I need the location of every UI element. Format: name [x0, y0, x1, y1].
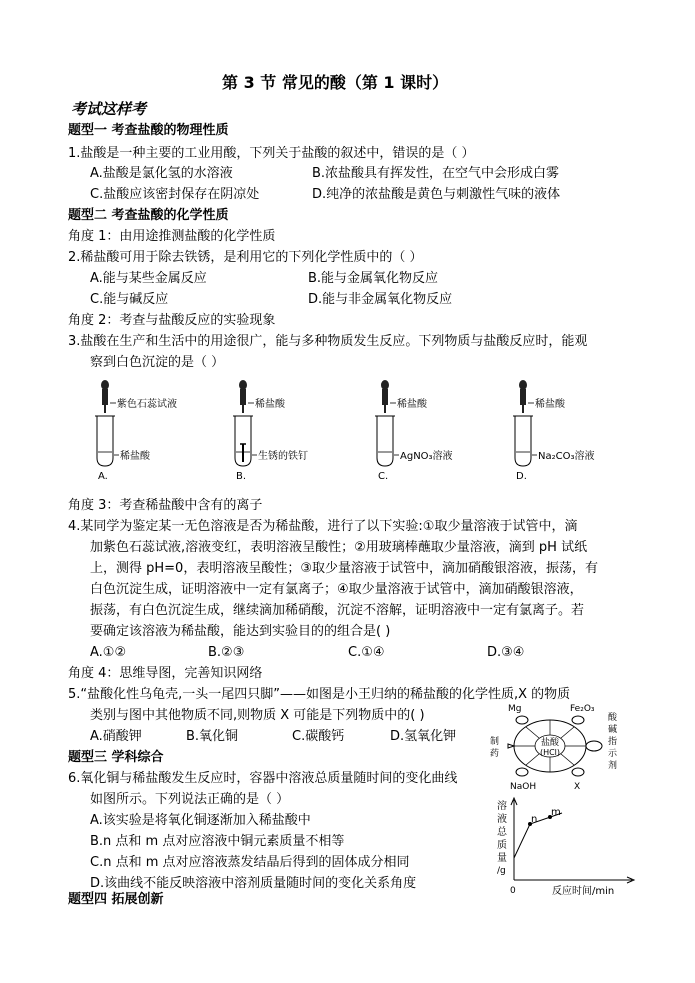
q2-option-c: C.能与碱反应	[90, 292, 169, 307]
dropper-icon	[101, 380, 109, 413]
turtle-fe2o3-label: Fe₂O₃	[570, 704, 595, 714]
apparatus-c	[375, 380, 453, 482]
rusty-nail-icon	[240, 444, 246, 462]
q1-option-b: B.浓盐酸具有挥发性，在空气中会形成白雾	[312, 166, 560, 181]
turtle-left-label-2: 药	[490, 749, 500, 759]
test-tube-icon	[95, 416, 115, 466]
q1-option-c: C.盐酸应该密封保存在阴凉处	[90, 187, 260, 202]
q6-option-b: B.n 点和 m 点对应溶液中铜元素质量不相等	[90, 834, 345, 849]
turtle-naoh-label: NaOH	[510, 782, 537, 792]
q5-option-b: B.氧化铜	[186, 729, 239, 744]
q4-line1: 4.某同学为鉴定某一无色溶液是否为稀盐酸，进行了以下实验:①取少量溶液于试管中，滴	[68, 519, 578, 534]
turtle-right-label-5: 剂	[608, 761, 618, 771]
type2-heading: 题型二 考查盐酸的化学性质	[68, 208, 229, 223]
test-tube-icon	[375, 416, 395, 466]
dropper-icon	[519, 380, 527, 413]
graph-ylabel-1: 溶	[497, 801, 507, 812]
graph-ylabel-5: 量	[497, 853, 507, 864]
graph-point-m: m	[551, 807, 561, 818]
q1-option-d: D.纯净的浓盐酸是黄色与刺激性气味的液体	[312, 187, 561, 202]
graph-point-n: n	[531, 814, 538, 825]
dropper-icon	[239, 380, 247, 413]
apparatus-a-bottom-label: 稀盐酸	[120, 451, 150, 462]
q6-option-a: A.该实验是将氧化铜逐渐加入稀盐酸中	[90, 813, 311, 828]
apparatus-a	[95, 380, 177, 482]
type4-heading: 题型四 拓展创新	[68, 892, 164, 907]
q5-option-a: A.硝酸钾	[90, 729, 142, 744]
q3-stem-line1: 3.盐酸在生产和生活中的用途很广，能与多种物质发生反应。下列物质与盐酸反应时，能观	[68, 334, 588, 349]
angle3: 角度 3：考查稀盐酸中含有的离子	[68, 498, 263, 513]
q4-option-c: C.①④	[348, 645, 385, 660]
apparatus-a-letter: A.	[98, 471, 108, 482]
q6-option-d: D.该曲线不能反映溶液中溶剂质量随时间的变化关系角度	[90, 876, 417, 891]
dropper-icon	[381, 380, 389, 413]
q2-option-a: A.能与某些金属反应	[90, 271, 207, 286]
q2-stem: 2.稀盐酸可用于除去铁锈，是利用它的下列化学性质中的（ ）	[68, 250, 423, 265]
turtle-x-label: X	[574, 782, 581, 792]
angle2: 角度 2：考查与盐酸反应的实验现象	[68, 313, 276, 328]
q1-stem: 1.盐酸是一种主要的工业用酸，下列关于盐酸的叙述中，错误的是（ ）	[68, 146, 475, 161]
apparatus-c-bottom-label: AgNO₃溶液	[400, 451, 453, 462]
q6-line1: 6.氧化铜与稀盐酸发生反应时，容器中溶液总质量随时间的变化曲线	[68, 771, 458, 786]
graph-xlabel: 反应时间/min	[552, 886, 615, 897]
turtle-shell-label-1: 盐酸	[540, 738, 560, 748]
apparatus-b-letter: B.	[236, 471, 247, 482]
type1-heading: 题型一 考查盐酸的物理性质	[68, 123, 229, 138]
q4-option-d: D.③④	[487, 645, 525, 660]
q5-line2: 类别与图中其他物质不同,则物质 X 可能是下列物质中的( )	[90, 708, 425, 723]
angle4: 角度 4：思维导图，完善知识网络	[68, 666, 263, 681]
q2-option-b: B.能与金属氧化物反应	[308, 271, 439, 286]
type3-heading: 题型三 学科综合	[68, 750, 164, 765]
section-subtitle: 考试这样考	[71, 100, 147, 118]
q4-line3: 上，测得 pH=0，表明溶液呈酸性；③取少量溶液于试管中，滴加硝酸银溶液，振荡，有	[90, 561, 598, 576]
apparatus-d-letter: D.	[516, 471, 527, 482]
q3-stem-line2: 察到白色沉淀的是（ ）	[90, 355, 225, 370]
q4-line5: 振荡，有白色沉淀生成，继续滴加稀硝酸，沉淀不溶解，证明溶液中一定有氯离子。若	[90, 603, 585, 618]
mass-time-graph	[492, 796, 642, 902]
q4-line6: 要确定该溶液为稀盐酸，能达到实验目的的组合是( )	[90, 624, 391, 639]
q4-option-b: B.②③	[208, 645, 245, 660]
q6-option-c: C.n 点和 m 点对应溶液蒸发结晶后得到的固体成分相同	[90, 855, 410, 870]
q6-line2: 如图所示。下列说法正确的是（ ）	[90, 792, 290, 807]
apparatus-c-top-label: 稀盐酸	[397, 399, 427, 410]
graph-axes	[511, 798, 634, 883]
apparatus-c-letter: C.	[378, 471, 389, 482]
q5-option-c: C.碳酸钙	[292, 729, 345, 744]
turtle-shell-label-2: (HCl)	[539, 748, 561, 757]
turtle-diagram	[488, 702, 628, 792]
q5-option-d: D.氢氧化钾	[390, 729, 457, 744]
q3-apparatus-figure	[90, 378, 610, 482]
q4-line2: 加紫色石蕊试液,溶液变红，表明溶液呈酸性；②用玻璃棒蘸取少量溶液，滴到 pH 试纸	[90, 540, 588, 555]
graph-origin: 0	[510, 886, 516, 896]
apparatus-d	[513, 380, 594, 482]
graph-ylabel-3: 总	[497, 827, 507, 838]
angle1: 角度 1：由用途推测盐酸的化学性质	[68, 229, 276, 244]
apparatus-b-bottom-label: 生锈的铁钉	[258, 451, 308, 462]
q1-option-a: A.盐酸是氯化氢的水溶液	[90, 166, 233, 181]
turtle-right-label-3: 指	[608, 737, 618, 747]
graph-ylabel-4: 质	[497, 840, 507, 851]
test-tube-icon	[513, 416, 533, 466]
q5-line1: 5.“盐酸化性乌龟壳,一头一尾四只脚”——如图是小王归纳的稀盐酸的化学性质,X 的物质	[68, 687, 571, 702]
apparatus-b	[233, 380, 308, 482]
graph-ylabel-6: /g	[497, 866, 506, 876]
q4-option-a: A.①②	[90, 645, 127, 660]
apparatus-a-top-label: 紫色石蕊试液	[117, 399, 177, 410]
graph-ylabel-2: 液	[497, 814, 507, 825]
q2-option-d: D.能与非金属氧化物反应	[308, 292, 453, 307]
turtle-left-label-1: 制	[490, 737, 500, 747]
turtle-right-label-2: 碱	[608, 725, 618, 735]
turtle-right-label-4: 示	[608, 749, 618, 759]
turtle-right-label-1: 酸	[608, 713, 618, 723]
page-title: 第 3 节 常见的酸（第 1 课时）	[222, 73, 449, 92]
apparatus-d-bottom-label: Na₂CO₃溶液	[538, 451, 595, 462]
graph-curve	[514, 813, 562, 858]
turtle-mg-label: Mg	[508, 704, 522, 714]
apparatus-b-top-label: 稀盐酸	[255, 399, 285, 410]
q4-line4: 白色沉淀生成，证明溶液中一定有氯离子；④取少量溶液于试管中，滴加硝酸银溶液，	[90, 582, 583, 597]
apparatus-d-top-label: 稀盐酸	[535, 399, 565, 410]
